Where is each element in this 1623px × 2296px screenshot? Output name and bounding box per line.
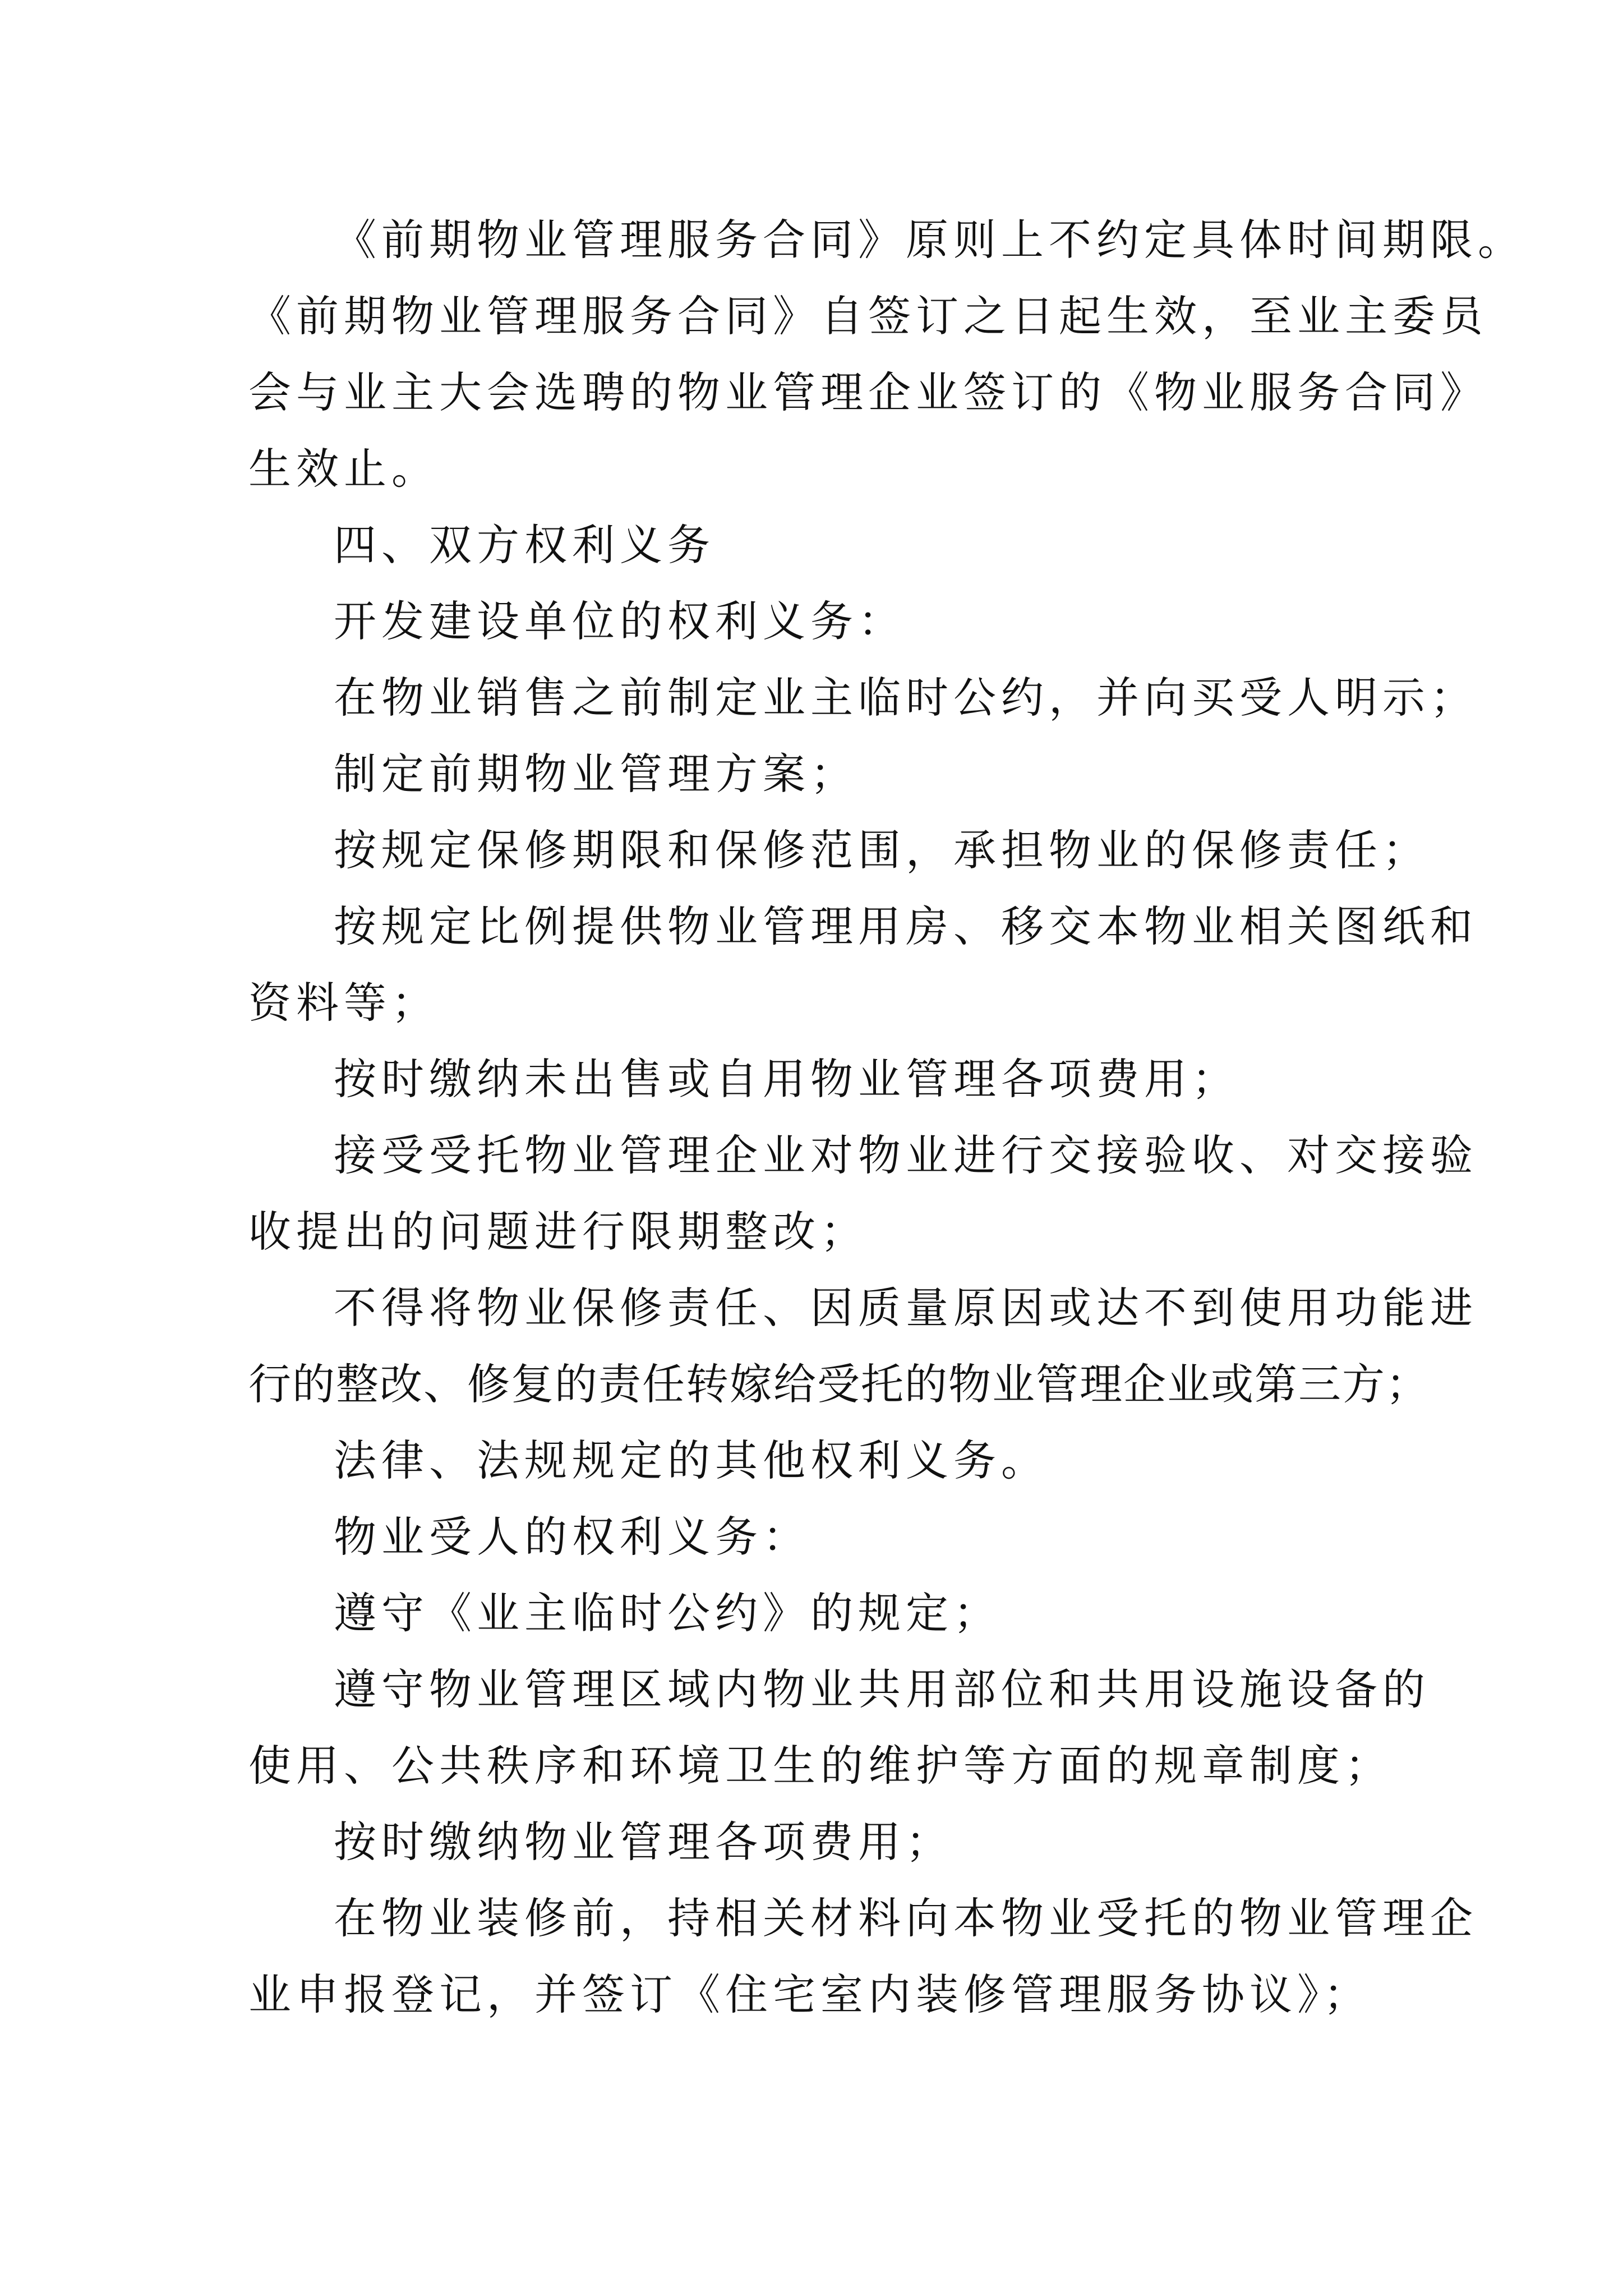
paragraph-line: 《前期物业管理服务合同》自签订之日起生效，至业主委员 <box>248 291 1488 341</box>
paragraph-line: 遵守《业主临时公约》的规定； <box>334 1588 1001 1638</box>
paragraph-line: 会与业主大会选聘的物业管理企业签订的《物业服务合同》 <box>248 367 1488 417</box>
paragraph-line: 接受受托物业管理企业对物业进行交接验收、对交接验 <box>334 1130 1478 1180</box>
paragraph-line: 遵守物业管理区域内物业共用部位和共用设施设备的 <box>334 1664 1430 1714</box>
document-body <box>248 202 1525 2033</box>
paragraph-line: 生效止。 <box>248 444 439 494</box>
paragraph-line: 《前期物业管理服务合同》原则上不约定具体时间期限。 <box>334 215 1525 265</box>
paragraph-line: 行的整改、修复的责任转嫁给受托的物业管理企业或第三方； <box>248 1359 1430 1409</box>
section-heading: 四、双方权利义务 <box>334 520 715 570</box>
paragraph-line: 制定前期物业管理方案； <box>334 749 858 799</box>
paragraph-line: 不得将物业保修责任、因质量原因或达不到使用功能进 <box>334 1283 1478 1333</box>
paragraph-line: 按规定比例提供物业管理用房、移交本物业相关图纸和 <box>334 901 1478 951</box>
paragraph-line: 业申报登记，并签订《住宅室内装修管理服务协议》； <box>248 1970 1371 2019</box>
subsection-heading: 开发建设单位的权利义务： <box>334 596 906 646</box>
paragraph-line: 在物业销售之前制定业主临时公约，并向买受人明示； <box>334 673 1478 723</box>
paragraph-line: 收提出的问题进行限期整改； <box>248 1207 868 1257</box>
subsection-heading: 物业受人的权利义务： <box>334 1512 810 1562</box>
paragraph-line: 法律、法规规定的其他权利义务。 <box>334 1435 1049 1485</box>
paragraph-line: 按时缴纳未出售或自用物业管理各项费用； <box>334 1054 1239 1104</box>
paragraph-line: 资料等； <box>248 978 439 1028</box>
paragraph-line: 按规定保修期限和保修范围，承担物业的保修责任； <box>334 825 1430 875</box>
paragraph-line: 在物业装修前，持相关材料向本物业受托的物业管理企 <box>334 1893 1478 1943</box>
paragraph-line: 按时缴纳物业管理各项费用； <box>334 1817 953 1867</box>
paragraph-line: 使用、公共秩序和环境卫生的维护等方面的规章制度； <box>248 1741 1393 1791</box>
